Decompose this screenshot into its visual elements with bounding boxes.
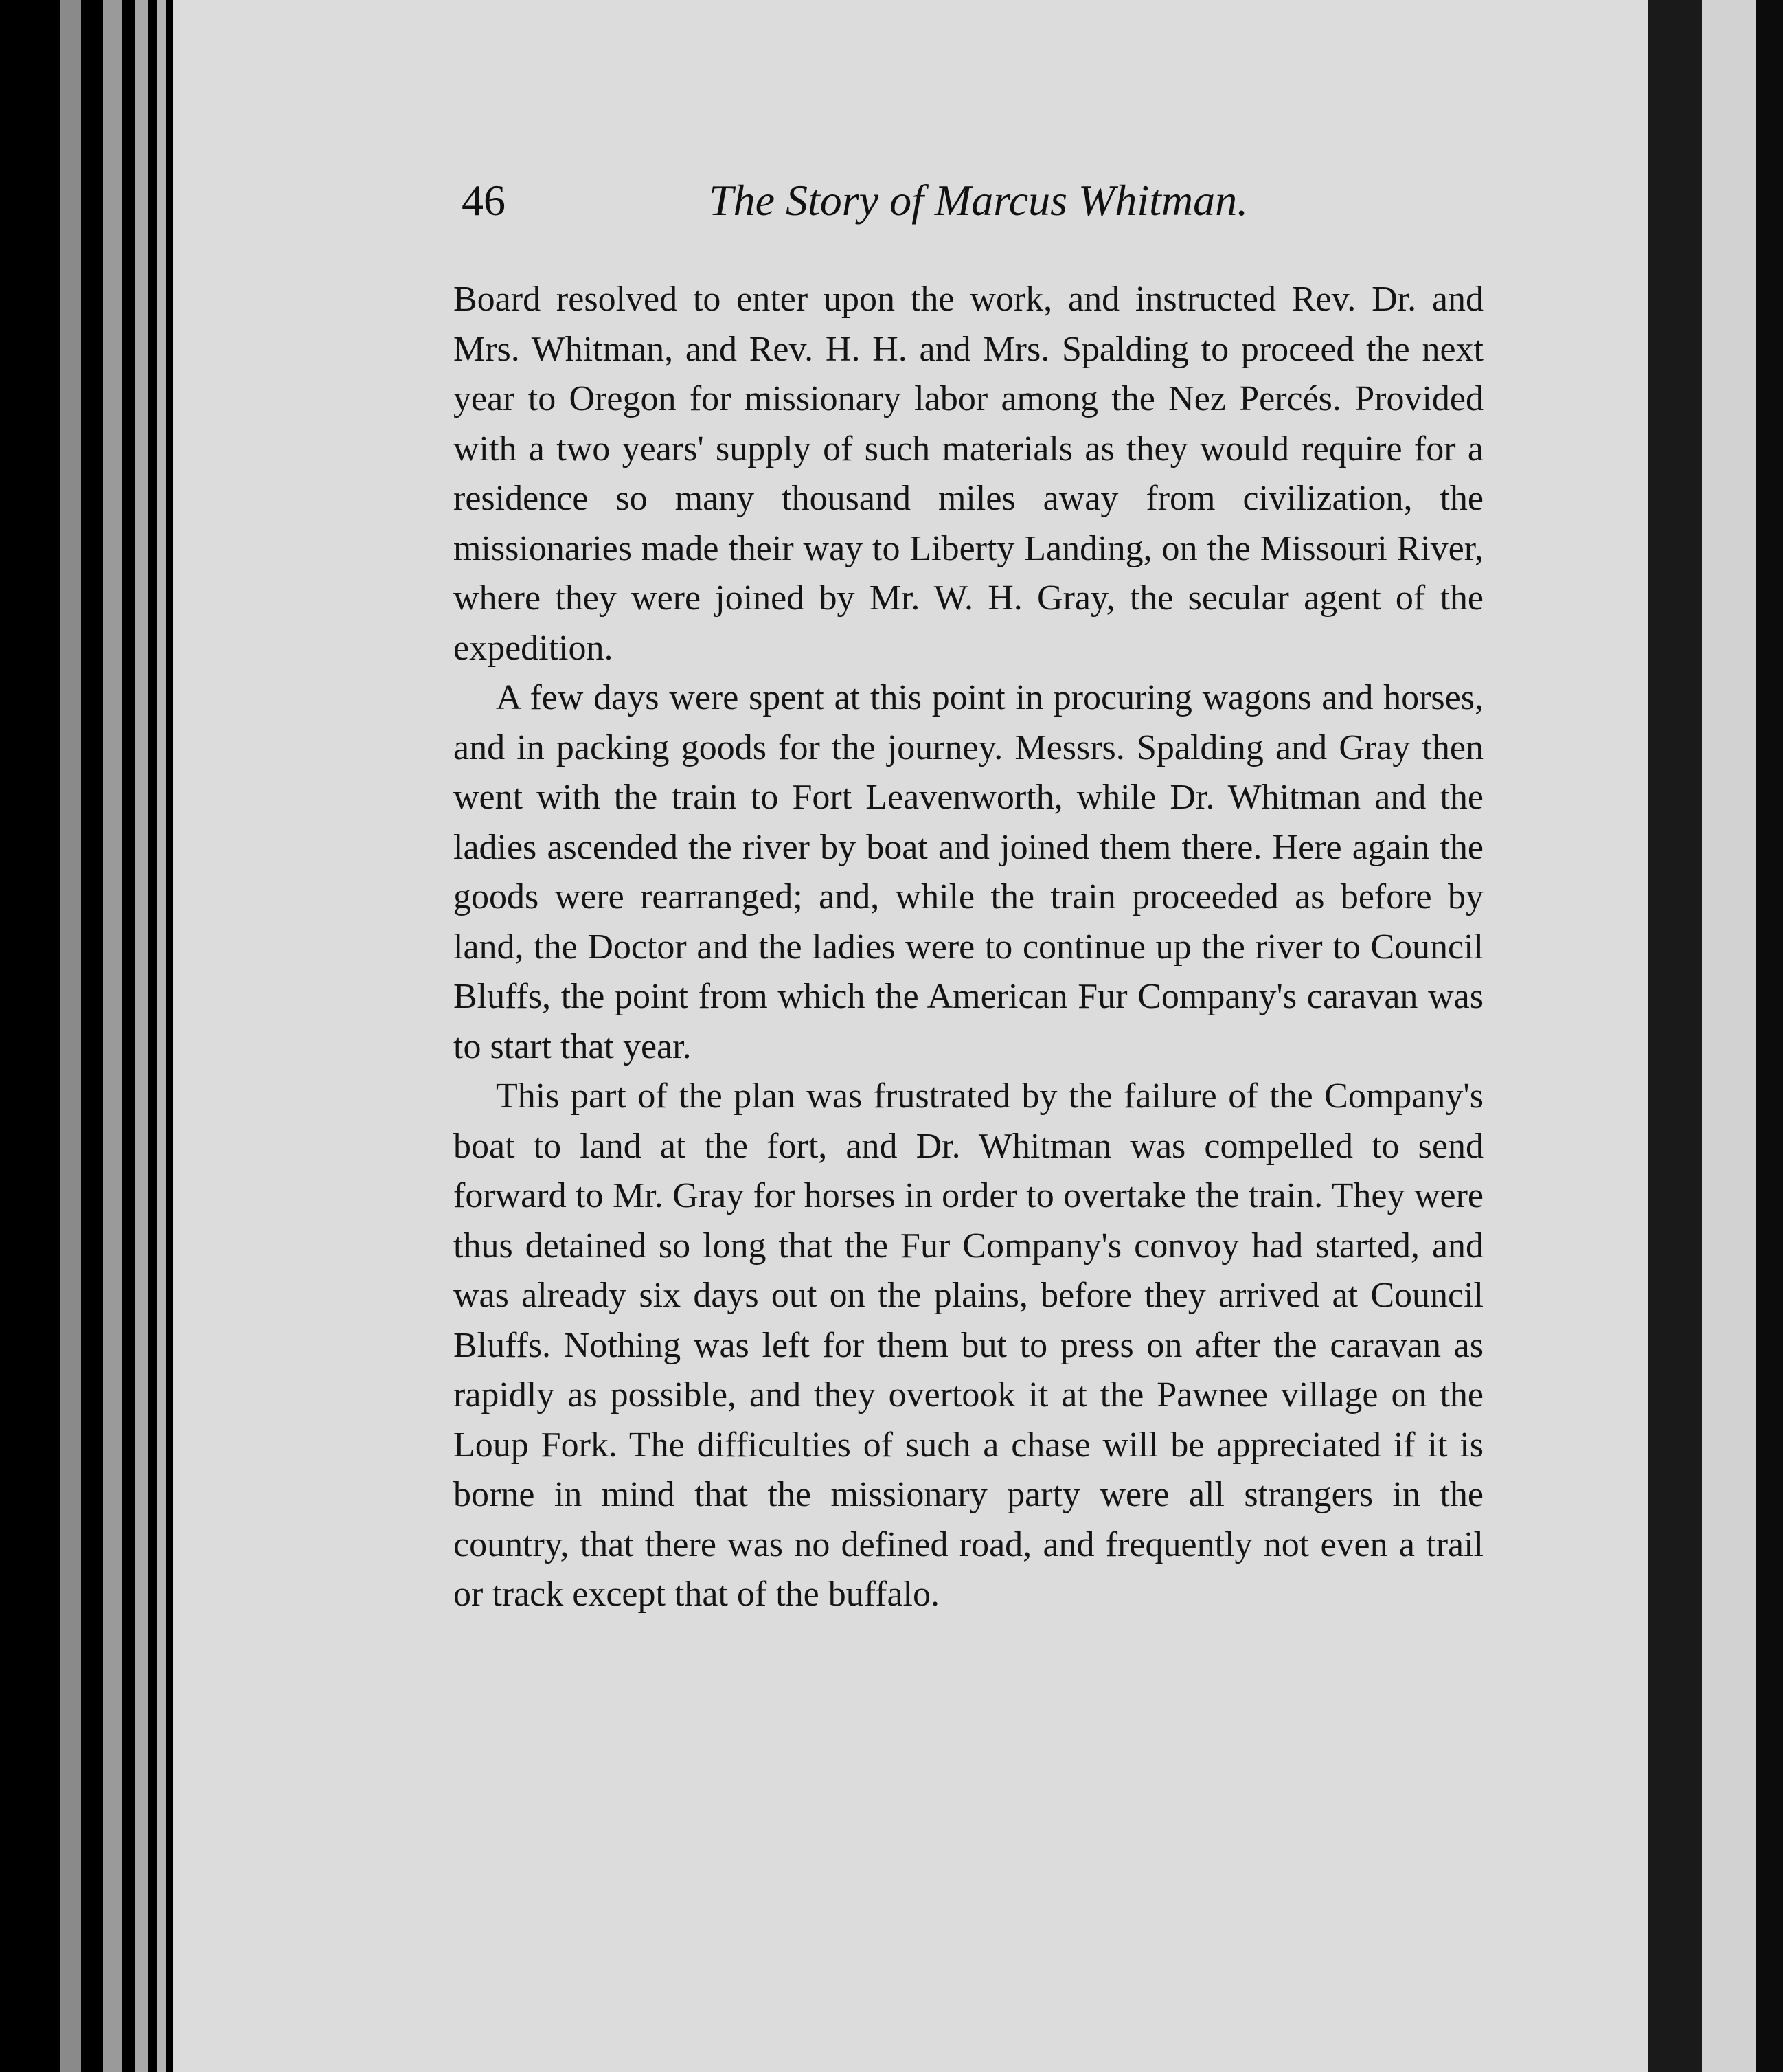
binding-edge — [135, 0, 148, 2072]
paragraph: Board resolved to enter upon the work, and instructed Rev. Dr. and Mrs. Whitman, and Rev. H. H. and Mrs. Spalding to proceed the next year to Oregon for missionary labor among the Nez Percés. Provided with a two years' supply of such materials as they would require for a residence so many thousand miles away from civilization, the missionaries made their way to Liberty Landing, on the Missouri River, where they were joined by Mr. W. H. Gray, the secular agent of the expedition. — [453, 280, 1484, 668]
binding-edge — [103, 0, 122, 2072]
running-head — [462, 175, 1492, 230]
paragraph: A few days were spent at this point in procuring wagons and horses, and in packing goods for the journey. Messrs. Spalding and Gray then went with the train to Fort Leavenworth, while Dr. Whitman and the ladies ascended the river by boat and joined them there. Here again the goods were rearranged; and, while the train proceeded as before by land, the Doctor and the ladies were to continue up the river to Council Bluffs, the point from which the American Fur Company's caravan was to start that year. — [453, 678, 1484, 1066]
gutter-shadow — [1648, 0, 1702, 2072]
page-number: 46 — [462, 176, 506, 225]
binding-edge — [60, 0, 81, 2072]
scan-border — [1756, 0, 1783, 2072]
adjacent-page-edge — [1702, 0, 1756, 2072]
binding-edge — [157, 0, 166, 2072]
book-title: The Story of Marcus Whitman. — [709, 176, 1249, 225]
paragraph: This part of the plan was frustrated by the failure of the Company's boat to land at the fort, and Dr. Whitman was compelled to send forward to Mr. Gray for horses in order to overtake the train. They were thus detained so long that the Fur Company's convoy had started, and was already six days out on the plains, before they arrived at Council Bluffs. Nothing was left for them but to press on after the caravan as rapidly as possible, and they overtook it at the Pawnee village on the Loup Fork. The difficulties of such a chase will be appreciated if it is borne in mind that the missionary party were all strangers in the country, that there was no defined road, and frequently not even a trail or track except that of the buffalo. — [453, 1077, 1484, 1614]
body-text — [453, 275, 1484, 1620]
